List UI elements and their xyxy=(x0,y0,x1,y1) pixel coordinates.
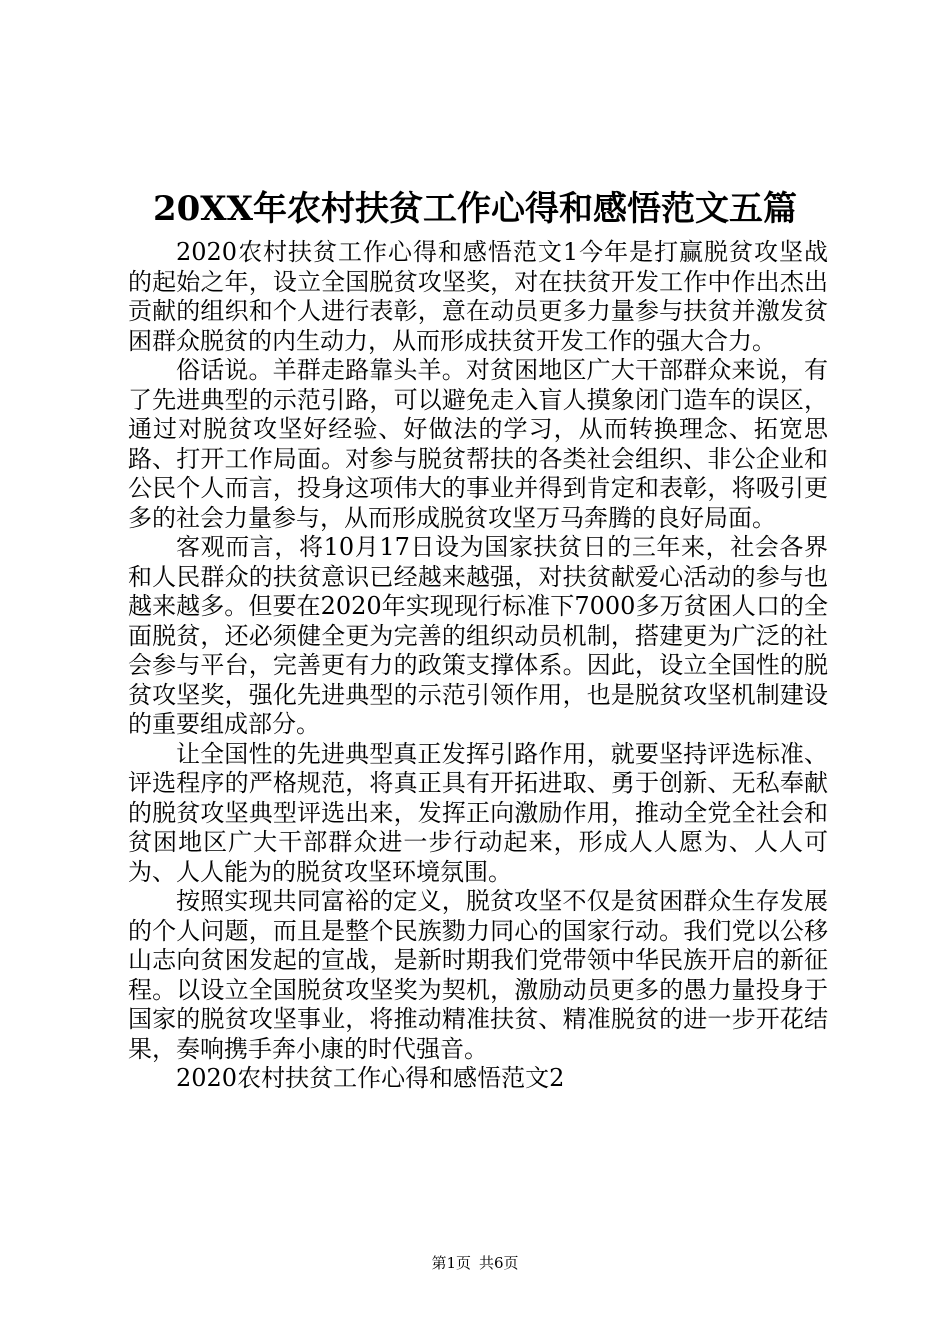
paragraph-6: 2020农村扶贫工作心得和感悟范文2 xyxy=(176,1064,565,1092)
paragraph-5: 按照实现共同富裕的定义，脱贫攻坚不仅是贫困群众生存发展的个人问题，而且是整个民族勠力同心的国家行动。我们党以公移山志向贫困发起的宣战，是新时期我们党带领中华民族开启的新征程。以设立全国脱贫攻坚奖为契机，激励动员更多的愚力量投身于国家的脱贫攻坚事业，将推动精准扶贫、精准脱贫的进一步开花结果，奏响携手奔小康的时代强音。 xyxy=(128,887,828,1063)
paragraph-1: 2020农村扶贫工作心得和感悟范文1今年是打赢脱贫攻坚战的起始之年，设立全国脱贫攻坚奖，对在扶贫开发工作中作出杰出贡献的组织和个人进行表彰，意在动员更多力量参与扶贫并激发贫困群众脱贫的内生动力，从而形成扶贫开发工作的强大合力。 xyxy=(128,238,828,355)
paragraph-3: 客观而言，将10月17日设为国家扶贫日的三年来，社会各界和人民群众的扶贫意识已经越来越强，对扶贫献爱心活动的参与也越来越多。但要在2020年实现现行标准下7000多万贫困人口的全面脱贫，还必须健全更为完善的组织动员机制，搭建更为广泛的社会参与平台，完善更有力的政策支撑体系。因此，设立全国性的脱贫攻坚奖，强化先进典型的示范引领作用，也是脱贫攻坚机制建设的重要组成部分。 xyxy=(128,533,828,738)
document-body xyxy=(128,238,828,1094)
paragraph-4: 让全国性的先进典型真正发挥引路作用，就要坚持评选标准、评选程序的严格规范，将真正具有开拓进取、勇于创新、无私奉献的脱贫攻坚典型评选出来，发挥正向激励作用，推动全党全社会和贫困地区广大干部群众进一步行动起来，形成人人愿为、人人可为、人人能为的脱贫攻坚环境氛围。 xyxy=(128,739,828,886)
page-footer xyxy=(0,1253,950,1273)
page-number: 第1页 xyxy=(431,1254,471,1272)
document-title: 20XX年农村扶贫工作心得和感悟范文五篇 xyxy=(152,189,798,229)
paragraph-2: 俗话说。羊群走路靠头羊。对贫困地区广大干部群众来说，有了先进典型的示范引路，可以避免走入盲人摸象闭门造车的误区，通过对脱贫攻坚好经验、好做法的学习，从而转换理念、拓宽思路、打开工作局面。对参与脱贫帮扶的各类社会组织、非公企业和公民个人而言，投身这项伟大的事业并得到肯定和表彰，将吸引更多的社会力量参与，从而形成脱贫攻坚万马奔腾的良好局面。 xyxy=(128,356,828,532)
page-total: 共6页 xyxy=(479,1254,519,1272)
